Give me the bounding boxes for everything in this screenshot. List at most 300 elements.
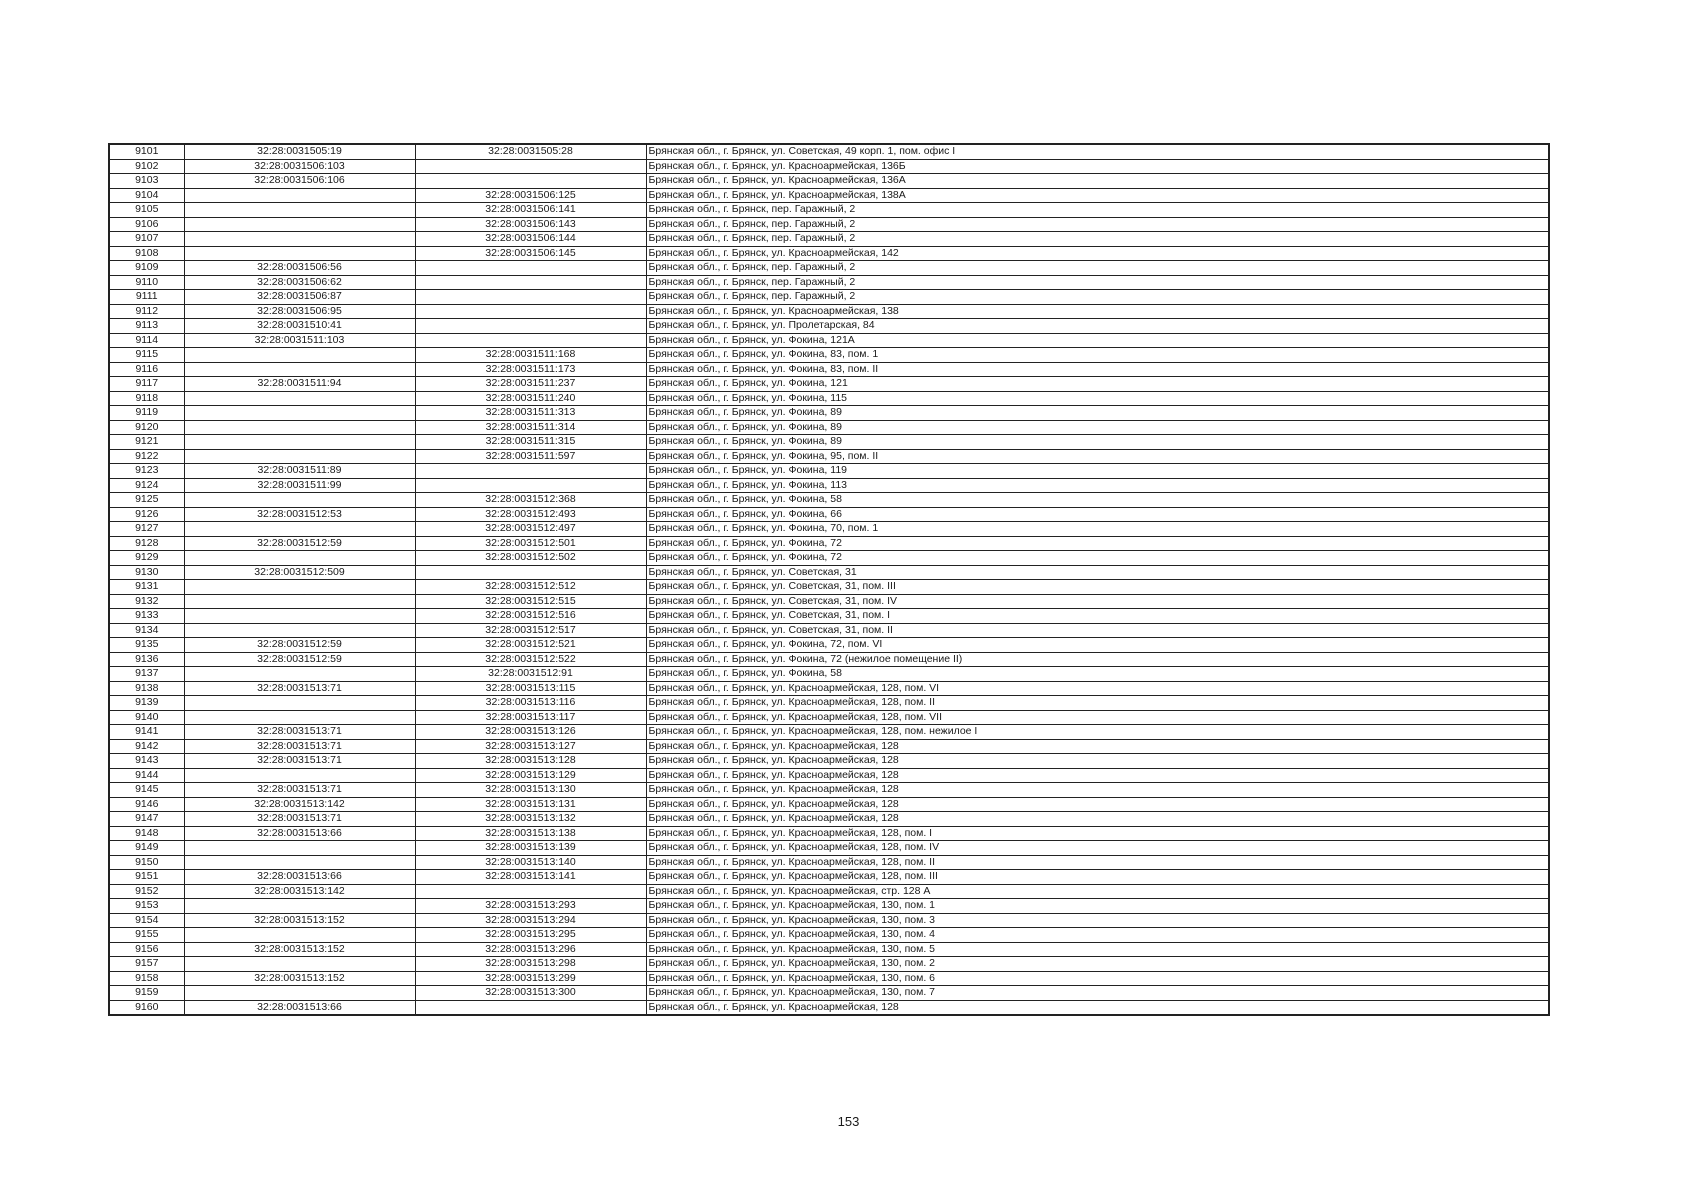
row-number-cell: 9150 [109, 855, 184, 870]
address-cell: Брянская обл., г. Брянск, ул. Красноармейская, 128 [646, 739, 1549, 754]
row-number-cell: 9147 [109, 812, 184, 827]
table-row [109, 899, 1549, 914]
address-cell: Брянская обл., г. Брянск, ул. Фокина, 115 [646, 391, 1549, 406]
row-number-cell: 9124 [109, 478, 184, 493]
table-row [109, 710, 1549, 725]
address-cell: Брянская обл., г. Брянск, ул. Красноармейская, 136Б [646, 159, 1549, 174]
row-number-cell: 9152 [109, 884, 184, 899]
row-number-cell: 9160 [109, 1000, 184, 1015]
address-cell: Брянская обл., г. Брянск, ул. Фокина, 89 [646, 420, 1549, 435]
table-row [109, 855, 1549, 870]
table-row [109, 870, 1549, 885]
address-cell: Брянская обл., г. Брянск, пер. Гаражный, 2 [646, 290, 1549, 305]
table-row [109, 696, 1549, 711]
building-cadastral-number-cell [415, 261, 646, 276]
table-row [109, 435, 1549, 450]
parcel-cadastral-number-cell: 32:28:0031511:89 [184, 464, 415, 479]
address-cell: Брянская обл., г. Брянск, ул. Советская, 31, пом. III [646, 580, 1549, 595]
row-number-cell: 9104 [109, 188, 184, 203]
address-cell: Брянская обл., г. Брянск, ул. Фокина, 72 [646, 536, 1549, 551]
address-cell: Брянская обл., г. Брянск, ул. Фокина, 58 [646, 493, 1549, 508]
parcel-cadastral-number-cell: 32:28:0031513:71 [184, 681, 415, 696]
address-cell: Брянская обл., г. Брянск, ул. Советская, 31, пом. IV [646, 594, 1549, 609]
row-number-cell: 9120 [109, 420, 184, 435]
parcel-cadastral-number-cell [184, 449, 415, 464]
address-cell: Брянская обл., г. Брянск, ул. Фокина, 89 [646, 435, 1549, 450]
table-row [109, 362, 1549, 377]
table-row [109, 406, 1549, 421]
row-number-cell: 9109 [109, 261, 184, 276]
address-cell: Брянская обл., г. Брянск, ул. Красноармейская, 128, пом. III [646, 870, 1549, 885]
table-row [109, 623, 1549, 638]
address-cell: Брянская обл., г. Брянск, ул. Пролетарская, 84 [646, 319, 1549, 334]
parcel-cadastral-number-cell: 32:28:0031506:106 [184, 174, 415, 189]
row-number-cell: 9106 [109, 217, 184, 232]
parcel-cadastral-number-cell: 32:28:0031513:71 [184, 725, 415, 740]
address-cell: Брянская обл., г. Брянск, ул. Красноармейская, 128, пом. VI [646, 681, 1549, 696]
table-row [109, 493, 1549, 508]
building-cadastral-number-cell [415, 174, 646, 189]
row-number-cell: 9154 [109, 913, 184, 928]
address-cell: Брянская обл., г. Брянск, ул. Красноармейская, 138А [646, 188, 1549, 203]
building-cadastral-number-cell: 32:28:0031506:141 [415, 203, 646, 218]
building-cadastral-number-cell [415, 319, 646, 334]
building-cadastral-number-cell: 32:28:0031513:126 [415, 725, 646, 740]
row-number-cell: 9123 [109, 464, 184, 479]
table-row [109, 609, 1549, 624]
address-cell: Брянская обл., г. Брянск, пер. Гаражный, 2 [646, 275, 1549, 290]
building-cadastral-number-cell: 32:28:0031512:521 [415, 638, 646, 653]
table-row [109, 232, 1549, 247]
building-cadastral-number-cell [415, 478, 646, 493]
address-cell: Брянская обл., г. Брянск, ул. Фокина, 121А [646, 333, 1549, 348]
address-cell: Брянская обл., г. Брянск, ул. Фокина, 72 (нежилое помещение II) [646, 652, 1549, 667]
address-cell: Брянская обл., г. Брянск, ул. Советская, 31, пом. I [646, 609, 1549, 624]
row-number-cell: 9131 [109, 580, 184, 595]
table-row [109, 725, 1549, 740]
parcel-cadastral-number-cell [184, 435, 415, 450]
address-cell: Брянская обл., г. Брянск, ул. Красноармейская, 130, пом. 3 [646, 913, 1549, 928]
parcel-cadastral-number-cell: 32:28:0031505:19 [184, 144, 415, 159]
building-cadastral-number-cell: 32:28:0031513:131 [415, 797, 646, 812]
row-number-cell: 9137 [109, 667, 184, 682]
building-cadastral-number-cell: 32:28:0031505:28 [415, 144, 646, 159]
parcel-cadastral-number-cell: 32:28:0031513:71 [184, 812, 415, 827]
row-number-cell: 9122 [109, 449, 184, 464]
address-cell: Брянская обл., г. Брянск, ул. Красноармейская, 138 [646, 304, 1549, 319]
building-cadastral-number-cell: 32:28:0031511:313 [415, 406, 646, 421]
building-cadastral-number-cell: 32:28:0031513:300 [415, 986, 646, 1001]
building-cadastral-number-cell: 32:28:0031513:139 [415, 841, 646, 856]
table-row [109, 565, 1549, 580]
table-row [109, 522, 1549, 537]
parcel-cadastral-number-cell [184, 203, 415, 218]
table-row [109, 942, 1549, 957]
table-row [109, 681, 1549, 696]
row-number-cell: 9116 [109, 362, 184, 377]
row-number-cell: 9129 [109, 551, 184, 566]
building-cadastral-number-cell: 32:28:0031513:115 [415, 681, 646, 696]
building-cadastral-number-cell: 32:28:0031513:132 [415, 812, 646, 827]
building-cadastral-number-cell: 32:28:0031513:117 [415, 710, 646, 725]
building-cadastral-number-cell: 32:28:0031513:298 [415, 957, 646, 972]
row-number-cell: 9110 [109, 275, 184, 290]
table-row [109, 348, 1549, 363]
table-row [109, 739, 1549, 754]
parcel-cadastral-number-cell [184, 899, 415, 914]
parcel-cadastral-number-cell [184, 188, 415, 203]
address-cell: Брянская обл., г. Брянск, ул. Красноармейская, 128 [646, 768, 1549, 783]
table-row [109, 884, 1549, 899]
parcel-cadastral-number-cell: 32:28:0031506:62 [184, 275, 415, 290]
parcel-cadastral-number-cell [184, 522, 415, 537]
table-row [109, 580, 1549, 595]
parcel-cadastral-number-cell [184, 580, 415, 595]
table-row [109, 377, 1549, 392]
parcel-cadastral-number-cell: 32:28:0031510:41 [184, 319, 415, 334]
parcel-cadastral-number-cell: 32:28:0031512:59 [184, 536, 415, 551]
parcel-cadastral-number-cell [184, 493, 415, 508]
building-cadastral-number-cell [415, 304, 646, 319]
address-cell: Брянская обл., г. Брянск, ул. Красноармейская, 130, пом. 6 [646, 971, 1549, 986]
parcel-cadastral-number-cell: 32:28:0031511:94 [184, 377, 415, 392]
parcel-cadastral-number-cell [184, 986, 415, 1001]
parcel-cadastral-number-cell: 32:28:0031511:99 [184, 478, 415, 493]
parcel-cadastral-number-cell [184, 391, 415, 406]
parcel-cadastral-number-cell: 32:28:0031513:66 [184, 870, 415, 885]
address-cell: Брянская обл., г. Брянск, ул. Фокина, 72 [646, 551, 1549, 566]
table-row [109, 754, 1549, 769]
table-row [109, 783, 1549, 798]
parcel-cadastral-number-cell [184, 232, 415, 247]
row-number-cell: 9156 [109, 942, 184, 957]
parcel-cadastral-number-cell: 32:28:0031506:56 [184, 261, 415, 276]
table-row [109, 826, 1549, 841]
row-number-cell: 9117 [109, 377, 184, 392]
address-cell: Брянская обл., г. Брянск, пер. Гаражный, 2 [646, 203, 1549, 218]
table-row [109, 174, 1549, 189]
parcel-cadastral-number-cell [184, 855, 415, 870]
address-cell: Брянская обл., г. Брянск, ул. Красноармейская, 128 [646, 797, 1549, 812]
row-number-cell: 9140 [109, 710, 184, 725]
row-number-cell: 9133 [109, 609, 184, 624]
address-cell: Брянская обл., г. Брянск, ул. Фокина, 66 [646, 507, 1549, 522]
parcel-cadastral-number-cell: 32:28:0031511:103 [184, 333, 415, 348]
parcel-cadastral-number-cell: 32:28:0031513:152 [184, 942, 415, 957]
row-number-cell: 9115 [109, 348, 184, 363]
parcel-cadastral-number-cell [184, 768, 415, 783]
building-cadastral-number-cell: 32:28:0031506:143 [415, 217, 646, 232]
parcel-cadastral-number-cell: 32:28:0031512:59 [184, 638, 415, 653]
building-cadastral-number-cell: 32:28:0031513:299 [415, 971, 646, 986]
row-number-cell: 9126 [109, 507, 184, 522]
building-cadastral-number-cell: 32:28:0031512:515 [415, 594, 646, 609]
parcel-cadastral-number-cell: 32:28:0031513:142 [184, 884, 415, 899]
table-row [109, 1000, 1549, 1015]
row-number-cell: 9107 [109, 232, 184, 247]
building-cadastral-number-cell [415, 464, 646, 479]
table-row [109, 507, 1549, 522]
row-number-cell: 9101 [109, 144, 184, 159]
address-cell: Брянская обл., г. Брянск, ул. Красноармейская, 142 [646, 246, 1549, 261]
address-cell: Брянская обл., г. Брянск, ул. Фокина, 72, пом. VI [646, 638, 1549, 653]
table-row [109, 144, 1549, 159]
table-row [109, 188, 1549, 203]
parcel-cadastral-number-cell: 32:28:0031513:66 [184, 826, 415, 841]
address-cell: Брянская обл., г. Брянск, ул. Фокина, 58 [646, 667, 1549, 682]
address-cell: Брянская обл., г. Брянск, ул. Фокина, 70, пом. 1 [646, 522, 1549, 537]
address-cell: Брянская обл., г. Брянск, ул. Красноармейская, 128 [646, 812, 1549, 827]
row-number-cell: 9148 [109, 826, 184, 841]
address-cell: Брянская обл., г. Брянск, ул. Фокина, 119 [646, 464, 1549, 479]
table-row [109, 797, 1549, 812]
address-cell: Брянская обл., г. Брянск, ул. Красноармейская, 128 [646, 754, 1549, 769]
building-cadastral-number-cell: 32:28:0031506:144 [415, 232, 646, 247]
row-number-cell: 9159 [109, 986, 184, 1001]
address-cell: Брянская обл., г. Брянск, ул. Красноармейская, 130, пом. 7 [646, 986, 1549, 1001]
row-number-cell: 9143 [109, 754, 184, 769]
row-number-cell: 9113 [109, 319, 184, 334]
table-row [109, 420, 1549, 435]
parcel-cadastral-number-cell [184, 551, 415, 566]
table-row [109, 536, 1549, 551]
row-number-cell: 9153 [109, 899, 184, 914]
table-row [109, 464, 1549, 479]
building-cadastral-number-cell: 32:28:0031513:128 [415, 754, 646, 769]
building-cadastral-number-cell [415, 884, 646, 899]
building-cadastral-number-cell: 32:28:0031511:314 [415, 420, 646, 435]
building-cadastral-number-cell: 32:28:0031511:315 [415, 435, 646, 450]
row-number-cell: 9138 [109, 681, 184, 696]
parcel-cadastral-number-cell [184, 348, 415, 363]
building-cadastral-number-cell: 32:28:0031513:296 [415, 942, 646, 957]
building-cadastral-number-cell: 32:28:0031512:502 [415, 551, 646, 566]
row-number-cell: 9134 [109, 623, 184, 638]
table-row [109, 304, 1549, 319]
table-row [109, 333, 1549, 348]
address-cell: Брянская обл., г. Брянск, ул. Советская, 31 [646, 565, 1549, 580]
registry-table-body [109, 144, 1549, 1015]
row-number-cell: 9155 [109, 928, 184, 943]
building-cadastral-number-cell: 32:28:0031513:129 [415, 768, 646, 783]
parcel-cadastral-number-cell [184, 362, 415, 377]
row-number-cell: 9111 [109, 290, 184, 305]
row-number-cell: 9146 [109, 797, 184, 812]
row-number-cell: 9114 [109, 333, 184, 348]
parcel-cadastral-number-cell: 32:28:0031512:509 [184, 565, 415, 580]
table-row [109, 971, 1549, 986]
building-cadastral-number-cell: 32:28:0031512:493 [415, 507, 646, 522]
address-cell: Брянская обл., г. Брянск, ул. Красноармейская, 130, пом. 5 [646, 942, 1549, 957]
building-cadastral-number-cell: 32:28:0031511:168 [415, 348, 646, 363]
table-row [109, 478, 1549, 493]
parcel-cadastral-number-cell [184, 609, 415, 624]
row-number-cell: 9119 [109, 406, 184, 421]
parcel-cadastral-number-cell [184, 420, 415, 435]
address-cell: Брянская обл., г. Брянск, ул. Красноармейская, 128, пом. IV [646, 841, 1549, 856]
parcel-cadastral-number-cell [184, 841, 415, 856]
table-row [109, 928, 1549, 943]
building-cadastral-number-cell: 32:28:0031513:130 [415, 783, 646, 798]
parcel-cadastral-number-cell: 32:28:0031512:59 [184, 652, 415, 667]
building-cadastral-number-cell: 32:28:0031513:116 [415, 696, 646, 711]
table-row [109, 594, 1549, 609]
table-row [109, 957, 1549, 972]
address-cell: Брянская обл., г. Брянск, ул. Красноармейская, 130, пом. 1 [646, 899, 1549, 914]
table-row [109, 203, 1549, 218]
row-number-cell: 9142 [109, 739, 184, 754]
building-cadastral-number-cell: 32:28:0031513:127 [415, 739, 646, 754]
building-cadastral-number-cell [415, 275, 646, 290]
table-row [109, 449, 1549, 464]
table-row [109, 768, 1549, 783]
property-registry-table [108, 143, 1550, 1016]
parcel-cadastral-number-cell [184, 928, 415, 943]
building-cadastral-number-cell [415, 333, 646, 348]
row-number-cell: 9108 [109, 246, 184, 261]
row-number-cell: 9135 [109, 638, 184, 653]
building-cadastral-number-cell: 32:28:0031511:240 [415, 391, 646, 406]
row-number-cell: 9144 [109, 768, 184, 783]
address-cell: Брянская обл., г. Брянск, ул. Красноармейская, 136А [646, 174, 1549, 189]
table-row [109, 275, 1549, 290]
table-row [109, 986, 1549, 1001]
page-number: 153 [837, 1114, 860, 1129]
row-number-cell: 9125 [109, 493, 184, 508]
address-cell: Брянская обл., г. Брянск, ул. Красноармейская, 130, пом. 4 [646, 928, 1549, 943]
address-cell: Брянская обл., г. Брянск, ул. Фокина, 95, пом. II [646, 449, 1549, 464]
address-cell: Брянская обл., г. Брянск, ул. Красноармейская, 128, пом. I [646, 826, 1549, 841]
table-row [109, 246, 1549, 261]
row-number-cell: 9157 [109, 957, 184, 972]
table-row [109, 217, 1549, 232]
parcel-cadastral-number-cell: 32:28:0031513:71 [184, 783, 415, 798]
row-number-cell: 9136 [109, 652, 184, 667]
address-cell: Брянская обл., г. Брянск, ул. Красноармейская, 128, пом. II [646, 855, 1549, 870]
table-row [109, 638, 1549, 653]
parcel-cadastral-number-cell: 32:28:0031506:103 [184, 159, 415, 174]
table-row [109, 391, 1549, 406]
parcel-cadastral-number-cell [184, 710, 415, 725]
row-number-cell: 9151 [109, 870, 184, 885]
address-cell: Брянская обл., г. Брянск, ул. Фокина, 83, пом. 1 [646, 348, 1549, 363]
building-cadastral-number-cell: 32:28:0031511:173 [415, 362, 646, 377]
parcel-cadastral-number-cell [184, 667, 415, 682]
address-cell: Брянская обл., г. Брянск, ул. Советская, 31, пом. II [646, 623, 1549, 638]
table-row [109, 812, 1549, 827]
parcel-cadastral-number-cell: 32:28:0031506:87 [184, 290, 415, 305]
building-cadastral-number-cell: 32:28:0031512:91 [415, 667, 646, 682]
parcel-cadastral-number-cell: 32:28:0031506:95 [184, 304, 415, 319]
building-cadastral-number-cell: 32:28:0031511:237 [415, 377, 646, 392]
address-cell: Брянская обл., г. Брянск, ул. Советская, 49 корп. 1, пом. офис I [646, 144, 1549, 159]
parcel-cadastral-number-cell [184, 406, 415, 421]
row-number-cell: 9149 [109, 841, 184, 856]
address-cell: Брянская обл., г. Брянск, ул. Фокина, 89 [646, 406, 1549, 421]
row-number-cell: 9128 [109, 536, 184, 551]
table-row [109, 652, 1549, 667]
parcel-cadastral-number-cell: 32:28:0031513:66 [184, 1000, 415, 1015]
building-cadastral-number-cell: 32:28:0031513:141 [415, 870, 646, 885]
parcel-cadastral-number-cell [184, 957, 415, 972]
row-number-cell: 9103 [109, 174, 184, 189]
parcel-cadastral-number-cell [184, 594, 415, 609]
building-cadastral-number-cell [415, 290, 646, 305]
table-row [109, 261, 1549, 276]
building-cadastral-number-cell: 32:28:0031513:293 [415, 899, 646, 914]
parcel-cadastral-number-cell [184, 623, 415, 638]
parcel-cadastral-number-cell: 32:28:0031513:142 [184, 797, 415, 812]
address-cell: Брянская обл., г. Брянск, ул. Красноармейская, 128, пом. VII [646, 710, 1549, 725]
building-cadastral-number-cell: 32:28:0031512:517 [415, 623, 646, 638]
building-cadastral-number-cell [415, 159, 646, 174]
table-row [109, 667, 1549, 682]
building-cadastral-number-cell: 32:28:0031512:522 [415, 652, 646, 667]
parcel-cadastral-number-cell: 32:28:0031513:152 [184, 913, 415, 928]
table-row [109, 159, 1549, 174]
building-cadastral-number-cell: 32:28:0031513:138 [415, 826, 646, 841]
table-row [109, 913, 1549, 928]
building-cadastral-number-cell: 32:28:0031512:512 [415, 580, 646, 595]
row-number-cell: 9102 [109, 159, 184, 174]
parcel-cadastral-number-cell: 32:28:0031513:71 [184, 739, 415, 754]
table-row [109, 290, 1549, 305]
address-cell: Брянская обл., г. Брянск, пер. Гаражный, 2 [646, 261, 1549, 276]
parcel-cadastral-number-cell [184, 217, 415, 232]
building-cadastral-number-cell [415, 565, 646, 580]
address-cell: Брянская обл., г. Брянск, ул. Фокина, 121 [646, 377, 1549, 392]
row-number-cell: 9145 [109, 783, 184, 798]
address-cell: Брянская обл., г. Брянск, ул. Красноармейская, 128, пом. II [646, 696, 1549, 711]
table-row [109, 319, 1549, 334]
building-cadastral-number-cell: 32:28:0031512:497 [415, 522, 646, 537]
address-cell: Брянская обл., г. Брянск, ул. Красноармейская, 130, пом. 2 [646, 957, 1549, 972]
address-cell: Брянская обл., г. Брянск, пер. Гаражный, 2 [646, 217, 1549, 232]
building-cadastral-number-cell: 32:28:0031513:295 [415, 928, 646, 943]
row-number-cell: 9130 [109, 565, 184, 580]
parcel-cadastral-number-cell: 32:28:0031513:71 [184, 754, 415, 769]
parcel-cadastral-number-cell: 32:28:0031512:53 [184, 507, 415, 522]
parcel-cadastral-number-cell [184, 246, 415, 261]
address-cell: Брянская обл., г. Брянск, пер. Гаражный, 2 [646, 232, 1549, 247]
row-number-cell: 9139 [109, 696, 184, 711]
row-number-cell: 9127 [109, 522, 184, 537]
address-cell: Брянская обл., г. Брянск, ул. Красноармейская, 128 [646, 1000, 1549, 1015]
address-cell: Брянская обл., г. Брянск, ул. Красноармейская, 128, пом. нежилое I [646, 725, 1549, 740]
building-cadastral-number-cell: 32:28:0031513:140 [415, 855, 646, 870]
building-cadastral-number-cell: 32:28:0031513:294 [415, 913, 646, 928]
building-cadastral-number-cell: 32:28:0031506:125 [415, 188, 646, 203]
row-number-cell: 9121 [109, 435, 184, 450]
building-cadastral-number-cell: 32:28:0031512:501 [415, 536, 646, 551]
row-number-cell: 9158 [109, 971, 184, 986]
row-number-cell: 9105 [109, 203, 184, 218]
building-cadastral-number-cell [415, 1000, 646, 1015]
address-cell: Брянская обл., г. Брянск, ул. Фокина, 83, пом. II [646, 362, 1549, 377]
row-number-cell: 9132 [109, 594, 184, 609]
parcel-cadastral-number-cell: 32:28:0031513:152 [184, 971, 415, 986]
building-cadastral-number-cell: 32:28:0031512:368 [415, 493, 646, 508]
table-row [109, 841, 1549, 856]
parcel-cadastral-number-cell [184, 696, 415, 711]
building-cadastral-number-cell: 32:28:0031506:145 [415, 246, 646, 261]
table-row [109, 551, 1549, 566]
address-cell: Брянская обл., г. Брянск, ул. Красноармейская, 128 [646, 783, 1549, 798]
building-cadastral-number-cell: 32:28:0031512:516 [415, 609, 646, 624]
row-number-cell: 9141 [109, 725, 184, 740]
address-cell: Брянская обл., г. Брянск, ул. Красноармейская, стр. 128 А [646, 884, 1549, 899]
row-number-cell: 9112 [109, 304, 184, 319]
